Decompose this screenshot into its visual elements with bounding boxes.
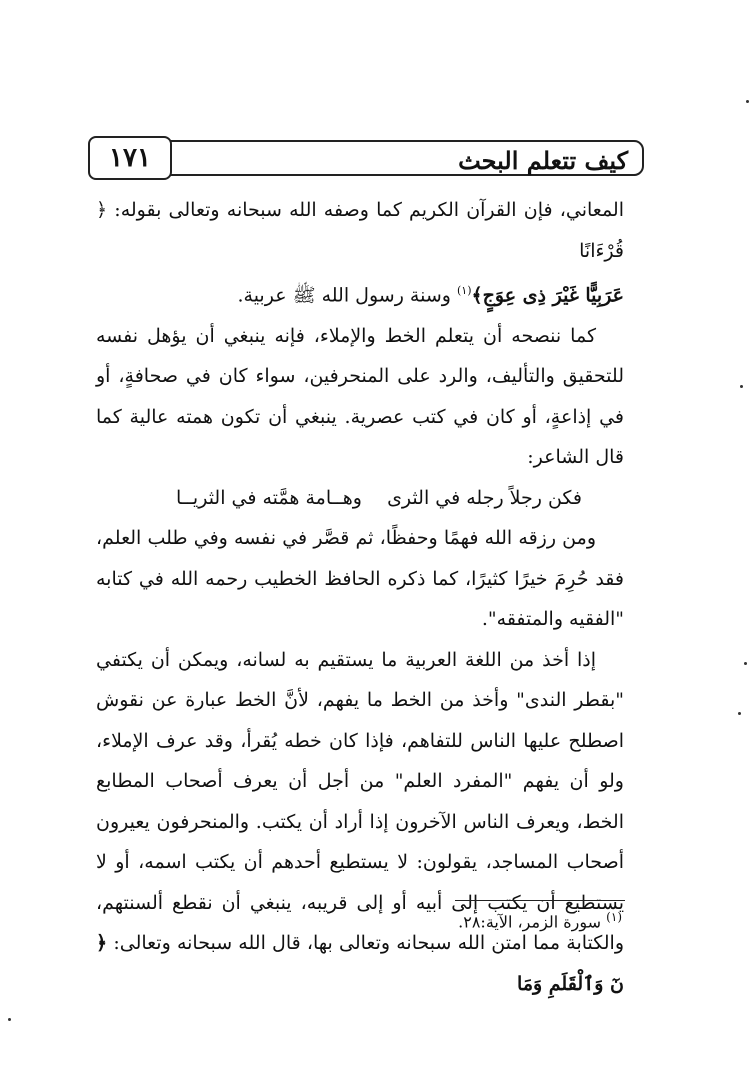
footnote-number: (١) <box>606 910 622 924</box>
footnote <box>458 910 622 931</box>
scan-speck <box>740 385 743 388</box>
paragraph-4 <box>96 640 624 1005</box>
verse-hemistich-right: فكن رجلاً رجله في الثرى <box>387 486 582 509</box>
running-header <box>88 140 644 176</box>
scan-speck <box>744 662 747 665</box>
paragraph-3: ومن رزقه الله فهمًا وحفظًا، ثم قصَّر في نفسه وفي طلب العلم، فقد حُرِمَ خيرًا كثيرًا، كما ذكره الحافظ الخطيب رحمه الله في كتابه "الفقيه والمتفقه". <box>96 527 624 631</box>
paragraph-2: كما ننصحه أن يتعلم الخط والإملاء، فإنه ينبغي أن يؤهل نفسه للتحقيق والتأليف، والرد على المنحرفين، سواء كان في صحافةٍ، أو في إذاعةٍ، أو كان في كتب عصرية. ينبغي أن تكون همته عالية كما قال الشاعر: <box>96 324 624 469</box>
paragraph-1 <box>96 190 624 316</box>
body-text <box>96 190 624 1004</box>
footnote-ref: (١) <box>456 284 472 297</box>
p1-line1: المعاني، فإن القرآن الكريم كما وصفه الله سبحانه وتعالى بقوله: ﴿ قُرْءَانًا <box>96 199 624 262</box>
verse-hemistich-left: وهــامة همَّته في الثريــا <box>176 486 362 509</box>
poetry-verse <box>96 478 624 519</box>
footnote-text: سورة الزمر، الآية:٢٨. <box>458 912 602 932</box>
page-number: ١٧١ <box>88 136 172 180</box>
header-title: كيف تتعلم البحث <box>458 146 628 175</box>
p4-text: إذا أخذ من اللغة العربية ما يستقيم به لسانه، ويمكن أن يكتفي "بقطر الندى" وأخذ من الخط ما يفهم، لأنَّ الخط عبارة عن نقوش اصطلح عليها الناس للتفاهم، فإذا كان خطه يُقرأ، وقد عرف الإملاء، ولو أن يفهم "المفرد العلم" من أجل أن يعرف أصحاب المطابع الخط، ويعرف الناس الآخرون إذا أراد أن يكتب. والمنحرفون يعيرون أصحاب المساجد، يقولون: لا يستطيع أحدهم أن يكتب اسمه، أو لا يستطيع أن يكتب إلى أبيه أو إلى قريبه، ينبغي أن نقطع ألسنتهم، والكتابة مما امتن الله سبحانه وتعالى بها، قال الله سبحانه وتعالى: <box>96 648 624 955</box>
scan-speck <box>738 712 741 715</box>
p1-line2-rest: وسنة رسول الله ﷺ عربية. <box>237 284 451 307</box>
p4-quran-quote: ﴿ نٓ وَٱلْقَلَمِ وَمَا <box>96 932 624 995</box>
quran-quote: عَرَبِيًّا غَيْرَ ذِى عِوَجٍ﴾ <box>471 284 624 307</box>
footnote-divider <box>455 900 625 901</box>
scan-speck <box>8 1018 11 1021</box>
scan-speck <box>746 100 749 103</box>
